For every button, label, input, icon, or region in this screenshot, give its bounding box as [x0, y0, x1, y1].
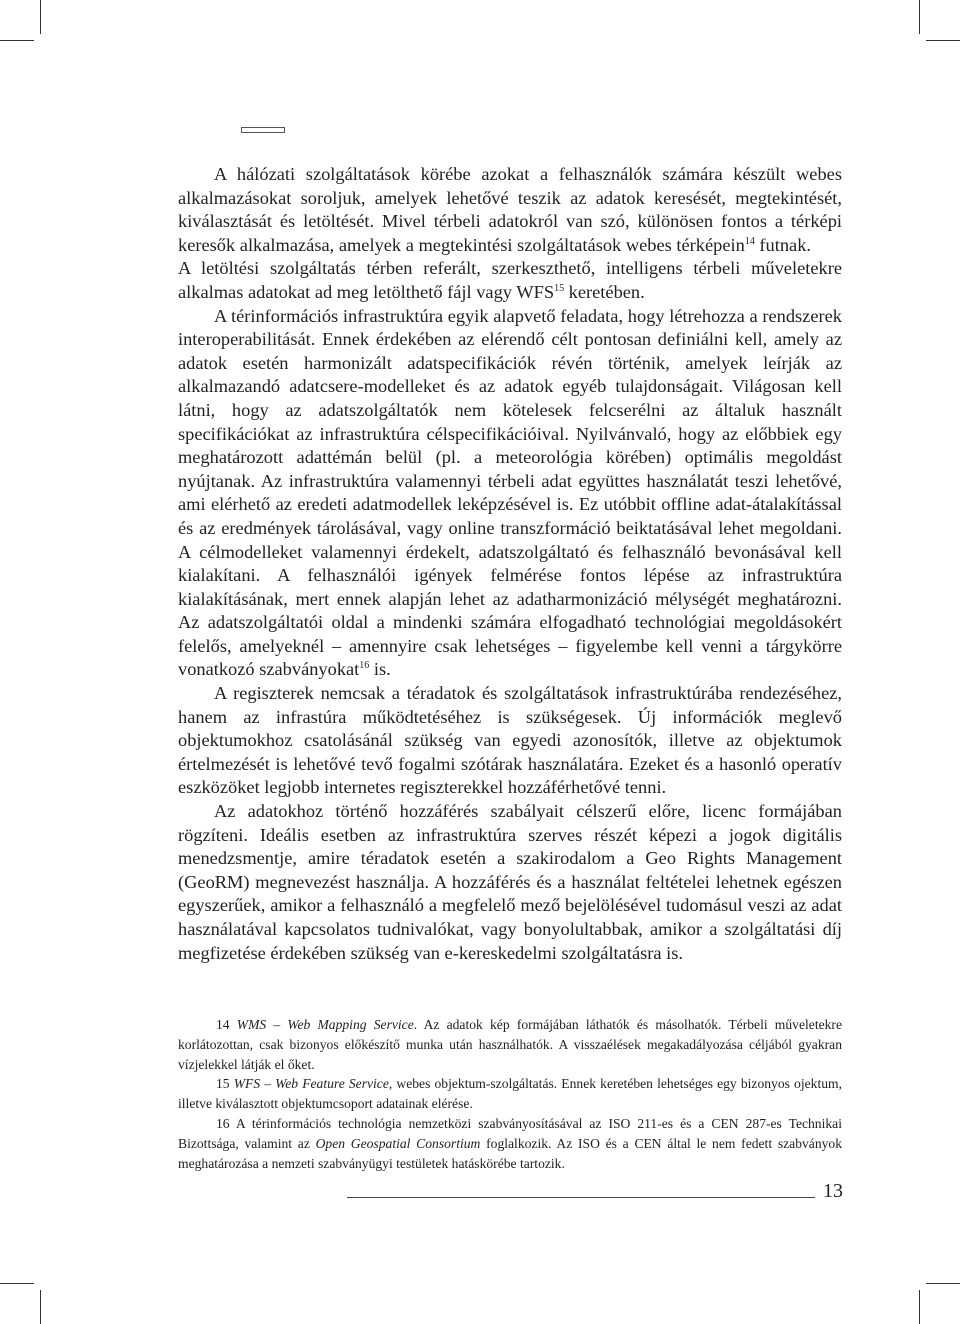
footnote-ref: 16: [359, 660, 370, 672]
paragraph: A regiszterek nemcsak a téradatok és szolgáltatások infrastruktúrába rendezéséhez, hanem az infrastúra működtetéséhez is szükségesek. Új információk meglevő objektumokhoz csatolásánál szükség van egyedi azonosítók, illetve az objektumok értelmezését is lehetővé tevő fogalmi szótárak használatára. Ezeket és a hasonló operatív eszközöket legjobb internetes regiszterekkel hozzáférhetővé tenni.: [178, 683, 842, 798]
footnote-term: Open Geospatial Consortium: [315, 1135, 481, 1151]
paragraph-text: futnak.: [754, 234, 812, 255]
footnote-15: [178, 1074, 842, 1114]
paragraph-text: A letöltési szolgáltatás térben referált, szerkeszthető, intelligens térbeli műveletekre alkalmas adatokat ad meg letölthető fájl vagy WFS: [178, 258, 842, 302]
footnote-text: , webes objektum-szolgáltatás. Ennek keretében lehetséges egy bizonyos ojektum, illetve kiválasztott objektumcsoport adatainak elérése.: [178, 1076, 842, 1112]
footnote-term: WFS – Web Feature Service: [233, 1076, 389, 1092]
paragraph-text: keretében.: [564, 281, 645, 302]
crop-mark: [926, 1283, 960, 1284]
footnote-ref: 15: [554, 282, 565, 294]
footnote-term: WMS – Web Mapping Service: [236, 1017, 414, 1032]
footnote-14: [178, 1015, 842, 1074]
paragraph: Az adatokhoz történő hozzáférés szabályait célszerű előre, licenc formájában rögzíteni. Ideális esetben az infrastruktúra szerves részét képezi a jogok digitális menedzsmentje, amire téradatok esetén a szakirodalom a Geo Rights Management (GeoRM) megnevezést használja. A hozzáférés és a használat feltételei lehetnek egészen egyszerűek, amikor a felhasználó a megfelelő mező bejelölésével tudomásul veszi az adat használatával kapcsolatos tudnivalókat, vagy bonyolultabbak, amikor a szolgáltatási díj megfizetése érdekében szükség van e-kereskedelmi szolgáltatásra is.: [178, 801, 842, 963]
paragraph-text: A hálózati szolgáltatások körébe azokat a felhasználók számára készült webes alkalmazásokat soroljuk, amelyek lehetővé teszik az adatok keresését, megtekintését, kiválasztását és letöltését. Mivel térbeli adatokról van szó, különösen fontos a térképi keresők alkalmazása, amelyek a megtekintési szolgáltatások webes térképein: [178, 164, 842, 255]
paragraph: [178, 305, 842, 683]
paragraph: [178, 163, 842, 257]
crop-mark: [40, 1290, 41, 1324]
footnote-ref: 14: [744, 235, 755, 247]
footnotes: [178, 1015, 842, 1173]
footnote-number: 14: [216, 1017, 237, 1032]
crop-mark: [919, 0, 920, 34]
crop-mark: [0, 40, 34, 41]
footnote-text: foglalkozik. Az ISO és a CEN által le nem fedett szabványok meghatározása a nemzeti szabványügyi testületek hatáskörébe tartozik.: [178, 1135, 843, 1171]
footer-rule: [347, 1197, 815, 1198]
header-decoration-bar: [241, 127, 285, 133]
footnote-text: . Az adatok kép formájában láthatók és másolhatók. Térbeli műveletekre korlátozottan, csak bizonyos előkészítő munka után használhatók. A visszaélések megakadályozása céljából gyakran vízjelekkel látják el őket.: [178, 1017, 842, 1072]
crop-mark: [926, 40, 960, 41]
body-text: [178, 163, 842, 965]
footnote-number: 15: [216, 1076, 234, 1092]
crop-mark: [919, 1290, 920, 1324]
crop-mark: [40, 0, 41, 34]
paragraph: [178, 257, 842, 304]
footnote-16: [178, 1114, 842, 1173]
crop-mark: [0, 1283, 34, 1284]
footnote-text: 16 A térinformációs technológia nemzetközi szabványosításával az ISO 211-es és a CEN 287-es Technikai Bizottsága, valamint az: [178, 1115, 842, 1151]
paragraph-text: A térinformációs infrastruktúra egyik alapvető feladata, hogy létrehozza a rendszerek interoperabilitását. Ennek érdekében az elérendő célt pontosan definiálni kell, amely az adatok esetén harmonizált adatspecifikációk révén történik, amelyek leírják az alkalmazandó adatcsere-modelleket és az adatok egyéb tulajdonságait. Világosan kell látni, hogy az adatszolgáltatók nem kötelesek felcserélni az általuk használt specifikációkat az infrastruktúra célspecifikációival. Nyilvánvaló, hogy az előbbiek egy meghatározott adattémán belül (pl. a meteorológia körében) optimális megoldást nyújtanak. Az infrastruktúra valamennyi térbeli adat együttes használatát teszi lehetővé, ami elérhető az eredeti adatmodellek leképzésével is. Ez utóbbit offline adat-átalakítással és az eredmények tárolásával, vagy online transzformáció beiktatásával lehet megoldani. A célmodelleket valamennyi érdekelt, adatszolgáltató és felhasználó bevonásával kell kialakítani. A felhasználói igények felmérése fontos lépése az infrastruktúra kialakításának, mert ennek alapján lehet az adatharmonizáció mélységét meghatározni. Az adatszolgáltatói oldal a mindenki számára elfogadható technológiai megoldásokért felelős, amelyeknél – amennyire csak lehetséges – figyelembe kell venni a tárgykörre vonatkozó szabványokat: [178, 305, 842, 680]
paragraph-text: is.: [369, 659, 391, 680]
page-number: 13: [823, 1180, 843, 1202]
